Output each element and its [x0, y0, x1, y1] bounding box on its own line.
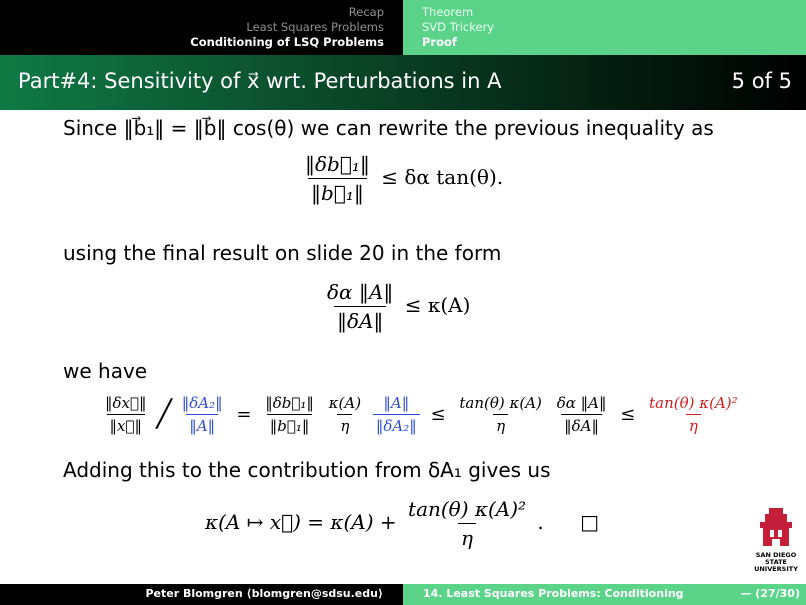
eq3-f4-den: η [337, 414, 352, 435]
eq3-f3-den: ‖b⃗₁‖ [267, 414, 313, 435]
nav-item-conditioning[interactable]: Conditioning of LSQ Problems [190, 35, 384, 49]
qed-symbol: □ [580, 510, 600, 534]
sdsu-logo-text [748, 552, 804, 573]
logo-line-2: UNIVERSITY [754, 565, 798, 573]
equation-1 [300, 152, 503, 205]
eq3-f6-den: η [493, 414, 508, 435]
since-text: Since ‖b⃗₁‖ = ‖b⃗‖ cos(θ) we can rewrite the previous inequality as [63, 116, 714, 140]
eq2-rhs: ≤ κ(A) [404, 293, 471, 317]
eq4-period: . [537, 510, 544, 534]
footer-bar [0, 584, 806, 605]
eq4-lhs: κ(A ↦ x⃗) = κ(A) + [205, 510, 397, 534]
eq3-f1-num: ‖δx⃗‖ [105, 394, 147, 412]
eq3-f7-den: ‖δA‖ [561, 414, 602, 435]
eq3-f4-num: κ(A) [328, 394, 362, 412]
frame-number: 5 of 5 [731, 69, 792, 93]
nav-item-svd-trickery[interactable]: SVD Trickery [422, 20, 495, 34]
eq4-fraction [405, 497, 529, 550]
eq3-f3-num: ‖δb⃗₁‖ [265, 394, 314, 412]
equation-3 [100, 394, 743, 435]
nav-item-recap[interactable]: Recap [348, 5, 384, 19]
eq3-f6-num: tan(θ) κ(A) [459, 394, 542, 412]
eq3-frac-perturbation [179, 394, 226, 435]
eq1-fraction [302, 152, 373, 205]
nav-sections [0, 0, 403, 55]
eq3-f2-den: ‖A‖ [186, 414, 218, 435]
eq3-f8-num: tan(θ) κ(A)² [649, 394, 738, 412]
footer-lecture-title: 14. Least Squares Problems: Conditioning [423, 587, 684, 600]
eq4-numerator: tan(θ) κ(A)² [408, 497, 527, 521]
eq2-fraction [324, 280, 396, 333]
eq3-le-2: ≤ [620, 404, 636, 425]
eq3-frac-alpha [554, 394, 610, 435]
eq3-f2-num: ‖δA₂‖ [181, 394, 223, 412]
eq3-f1-den: ‖x⃗‖ [107, 414, 145, 435]
eq3-frac-result [646, 394, 741, 435]
eq3-frac-b1 [262, 394, 317, 435]
nav-subsections [403, 0, 806, 55]
equation-4 [205, 497, 599, 550]
eq3-f8-den: η [686, 414, 701, 435]
nav-item-least-squares[interactable]: Least Squares Problems [246, 20, 384, 34]
eq1-rhs: ≤ δα tan(θ). [381, 165, 504, 189]
we-have-text: we have [63, 359, 148, 383]
nav-item-proof[interactable]: Proof [422, 35, 457, 49]
footer-left [0, 584, 403, 605]
nav-item-theorem[interactable]: Theorem [422, 5, 474, 19]
eq3-f5-den: ‖δA₂‖ [373, 414, 420, 435]
eq3-frac-tan-kappa [456, 394, 545, 435]
adding-text: Adding this to the contribution from δA₁ gives us [63, 458, 551, 482]
eq3-frac-kappa [326, 394, 364, 435]
eq2-denominator: ‖δA‖ [334, 306, 386, 333]
eq3-f7-num: δα ‖A‖ [556, 394, 607, 412]
logo-line-1: SAN DIEGO STATE [755, 551, 797, 566]
eq1-numerator: ‖δb⃗₁‖ [305, 152, 370, 176]
eq3-slash: ╱ [156, 399, 172, 430]
eq3-frac-norm-ratio [373, 394, 420, 435]
frame-title-bar [0, 55, 806, 110]
eq3-frac-relative-error [102, 394, 150, 435]
equation-2 [322, 280, 470, 333]
eq2-numerator: δα ‖A‖ [327, 280, 394, 304]
frame-title: Part#4: Sensitivity of x⃗ wrt. Perturbations in A [18, 69, 502, 93]
footer-right [403, 584, 806, 605]
footer-author: Peter Blomgren ⟨blomgren@sdsu.edu⟩ [145, 587, 383, 600]
using-text: using the final result on slide 20 in the form [63, 241, 502, 265]
navigation-bar [0, 0, 806, 55]
footer-page-number: — (27/30) [740, 587, 800, 600]
eq4-denominator: η [458, 523, 476, 550]
eq3-le-1: ≤ [430, 404, 446, 425]
eq3-equals: = [236, 404, 252, 425]
eq3-f5-num: ‖A‖ [383, 394, 410, 412]
eq1-denominator: ‖b⃗₁‖ [308, 178, 367, 205]
